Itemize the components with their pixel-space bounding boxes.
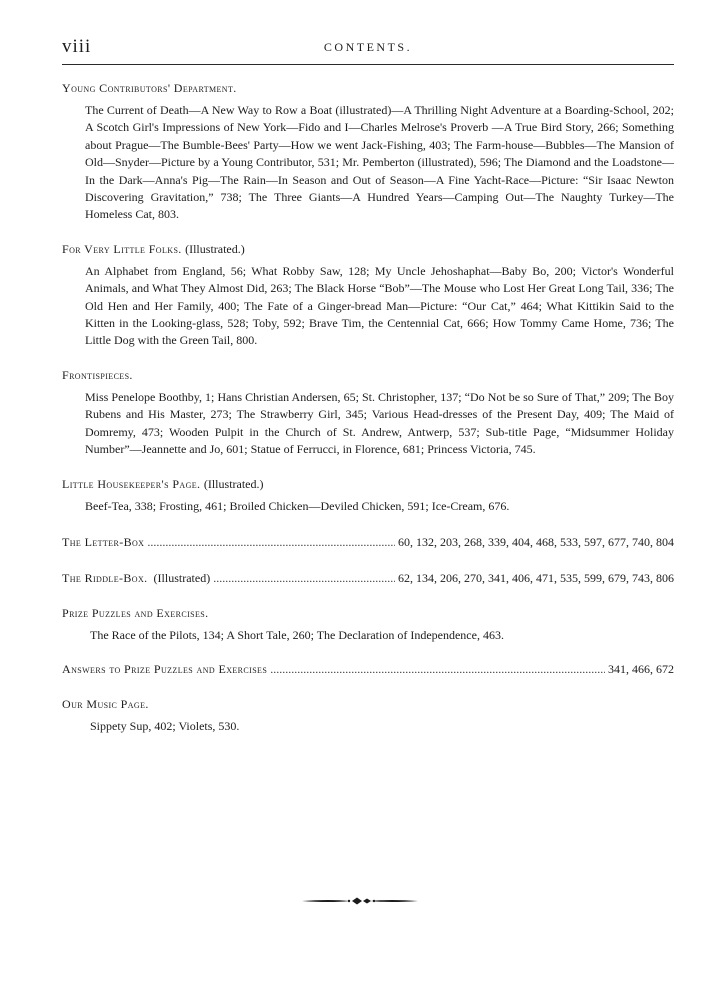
entry-pages: 341, 466, 672 [608,662,674,677]
section-heading: For Very Little Folks. (Illustrated.) [62,241,245,256]
section-frontispieces [62,368,674,459]
section-heading: Little Housekeeper's Page. (Illustrated.) [62,476,264,491]
section-heading: Prize Puzzles and Exercises. [62,605,209,620]
section-heading: Our Music Page. [62,697,149,712]
section-note: (Illustrated.) [185,241,245,256]
answers-entry [62,662,674,677]
entry-label: The Riddle-Box. [62,570,148,585]
page-title: CONTENTS. [323,40,413,54]
dot-leader [213,571,395,586]
section-text: An Alphabet from England, 56; What Robby Saw, 128; My Uncle Jehoshaphat—Baby Bo, 200; Victor's Wonderful Animals, and What They Almost Did, 263; The Black Horse “Bob”—The Mouse who Lost Her Great Long Tail, 336; The Old Hen and Her Family, 400; The Fate of a Ginger-bread Man—Picture: “Our Cat,” 464; What Kittikin Said to the Kitten in the Looking-glass, 528; Toby, 592; Brave Tim, the Centennial Cat, 666; How Tommy Came Home, 736; The Little Dog with the Green Tail, 800. [85,263,674,348]
dot-leader [147,535,395,550]
riddle-box-entry [62,571,674,586]
section-text: Sippety Sup, 402; Violets, 530. [90,719,240,734]
entry-label: The Letter-Box [62,534,145,549]
section-text: The Current of Death—A New Way to Row a Boat (illustrated)—A Thrilling Night Adventure at a Boarding-School, 202; A Scotch Girl's Impressions of New York—Fido and I—Charles Melrose's Proverb —A True Bird Story, 266; Something about Prague—The Bumble-Bees' Party—How we went Jack-Fishing, 403; The Farm-house—Bubbles—The Mansion of Old—Snyder—Picture by a Young Contributor, 531; Mr. Pemberton (illustrated), 596; The Diamond and the Loadstone—In the Dark—Anna's Pig—The Rain—In Season and Out of Season—A Fine Yacht-Race—Picture: “Sir Isaac Newton Discovering Gravitation,” 738; The Three Giants—A Hundred Years—Camping Out—The Naughty Turkey—The Homeless Cat, 803. [85,103,674,222]
section-very-little-folks [62,242,674,350]
entry-note: (Illustrated) [153,570,211,585]
section-music [62,697,674,735]
section-text: Beef-Tea, 338; Frosting, 461; Broiled Chicken—Deviled Chicken, 591; Ice-Cream, 676. [85,498,510,513]
section-prize-puzzles [62,606,674,644]
dot-leader [270,662,605,677]
header-rule [62,64,674,65]
section-text: Miss Penelope Boothby, 1; Hans Christian Andersen, 65; St. Christopher, 137; “Do Not be so Sure of That,” 209; The Boy Rubens and His Master, 273; The Strawberry Girl, 345; Various Head-dresses of the Present Day, 409; The Maid of Domremy, 473; Wooden Pulpit in the Church of St. Andrew, Antwerp, 537; Sub-title Page, “Midsummer Holiday Number”—Jeannette and Jo, 601; Statue of Ferrucci, in Florence, 681; Princess Victoria, 745. [85,389,674,457]
section-young-contributors [62,81,674,224]
section-heading: Frontispieces. [62,367,133,382]
entry-pages: 62, 134, 206, 270, 341, 406, 471, 535, 599, 679, 743, 806 [398,570,674,585]
entry-pages: 60, 132, 203, 268, 339, 404, 468, 533, 597, 677, 740, 804 [398,534,674,549]
section-heading: Young Contributors' Department. [62,81,237,95]
section-little-housekeeper [62,477,674,515]
section-text: The Race of the Pilots, 134; A Short Tale, 260; The Declaration of Independence, 463. [90,627,504,642]
page-number: viii [62,36,92,57]
letter-box-entry [62,535,674,550]
page-header [62,36,674,62]
section-note: (Illustrated.) [203,476,264,491]
contents-page [62,36,674,736]
entry-label: Answers to Prize Puzzles and Exercises [62,662,268,677]
tailpiece-ornament-icon [300,893,420,909]
